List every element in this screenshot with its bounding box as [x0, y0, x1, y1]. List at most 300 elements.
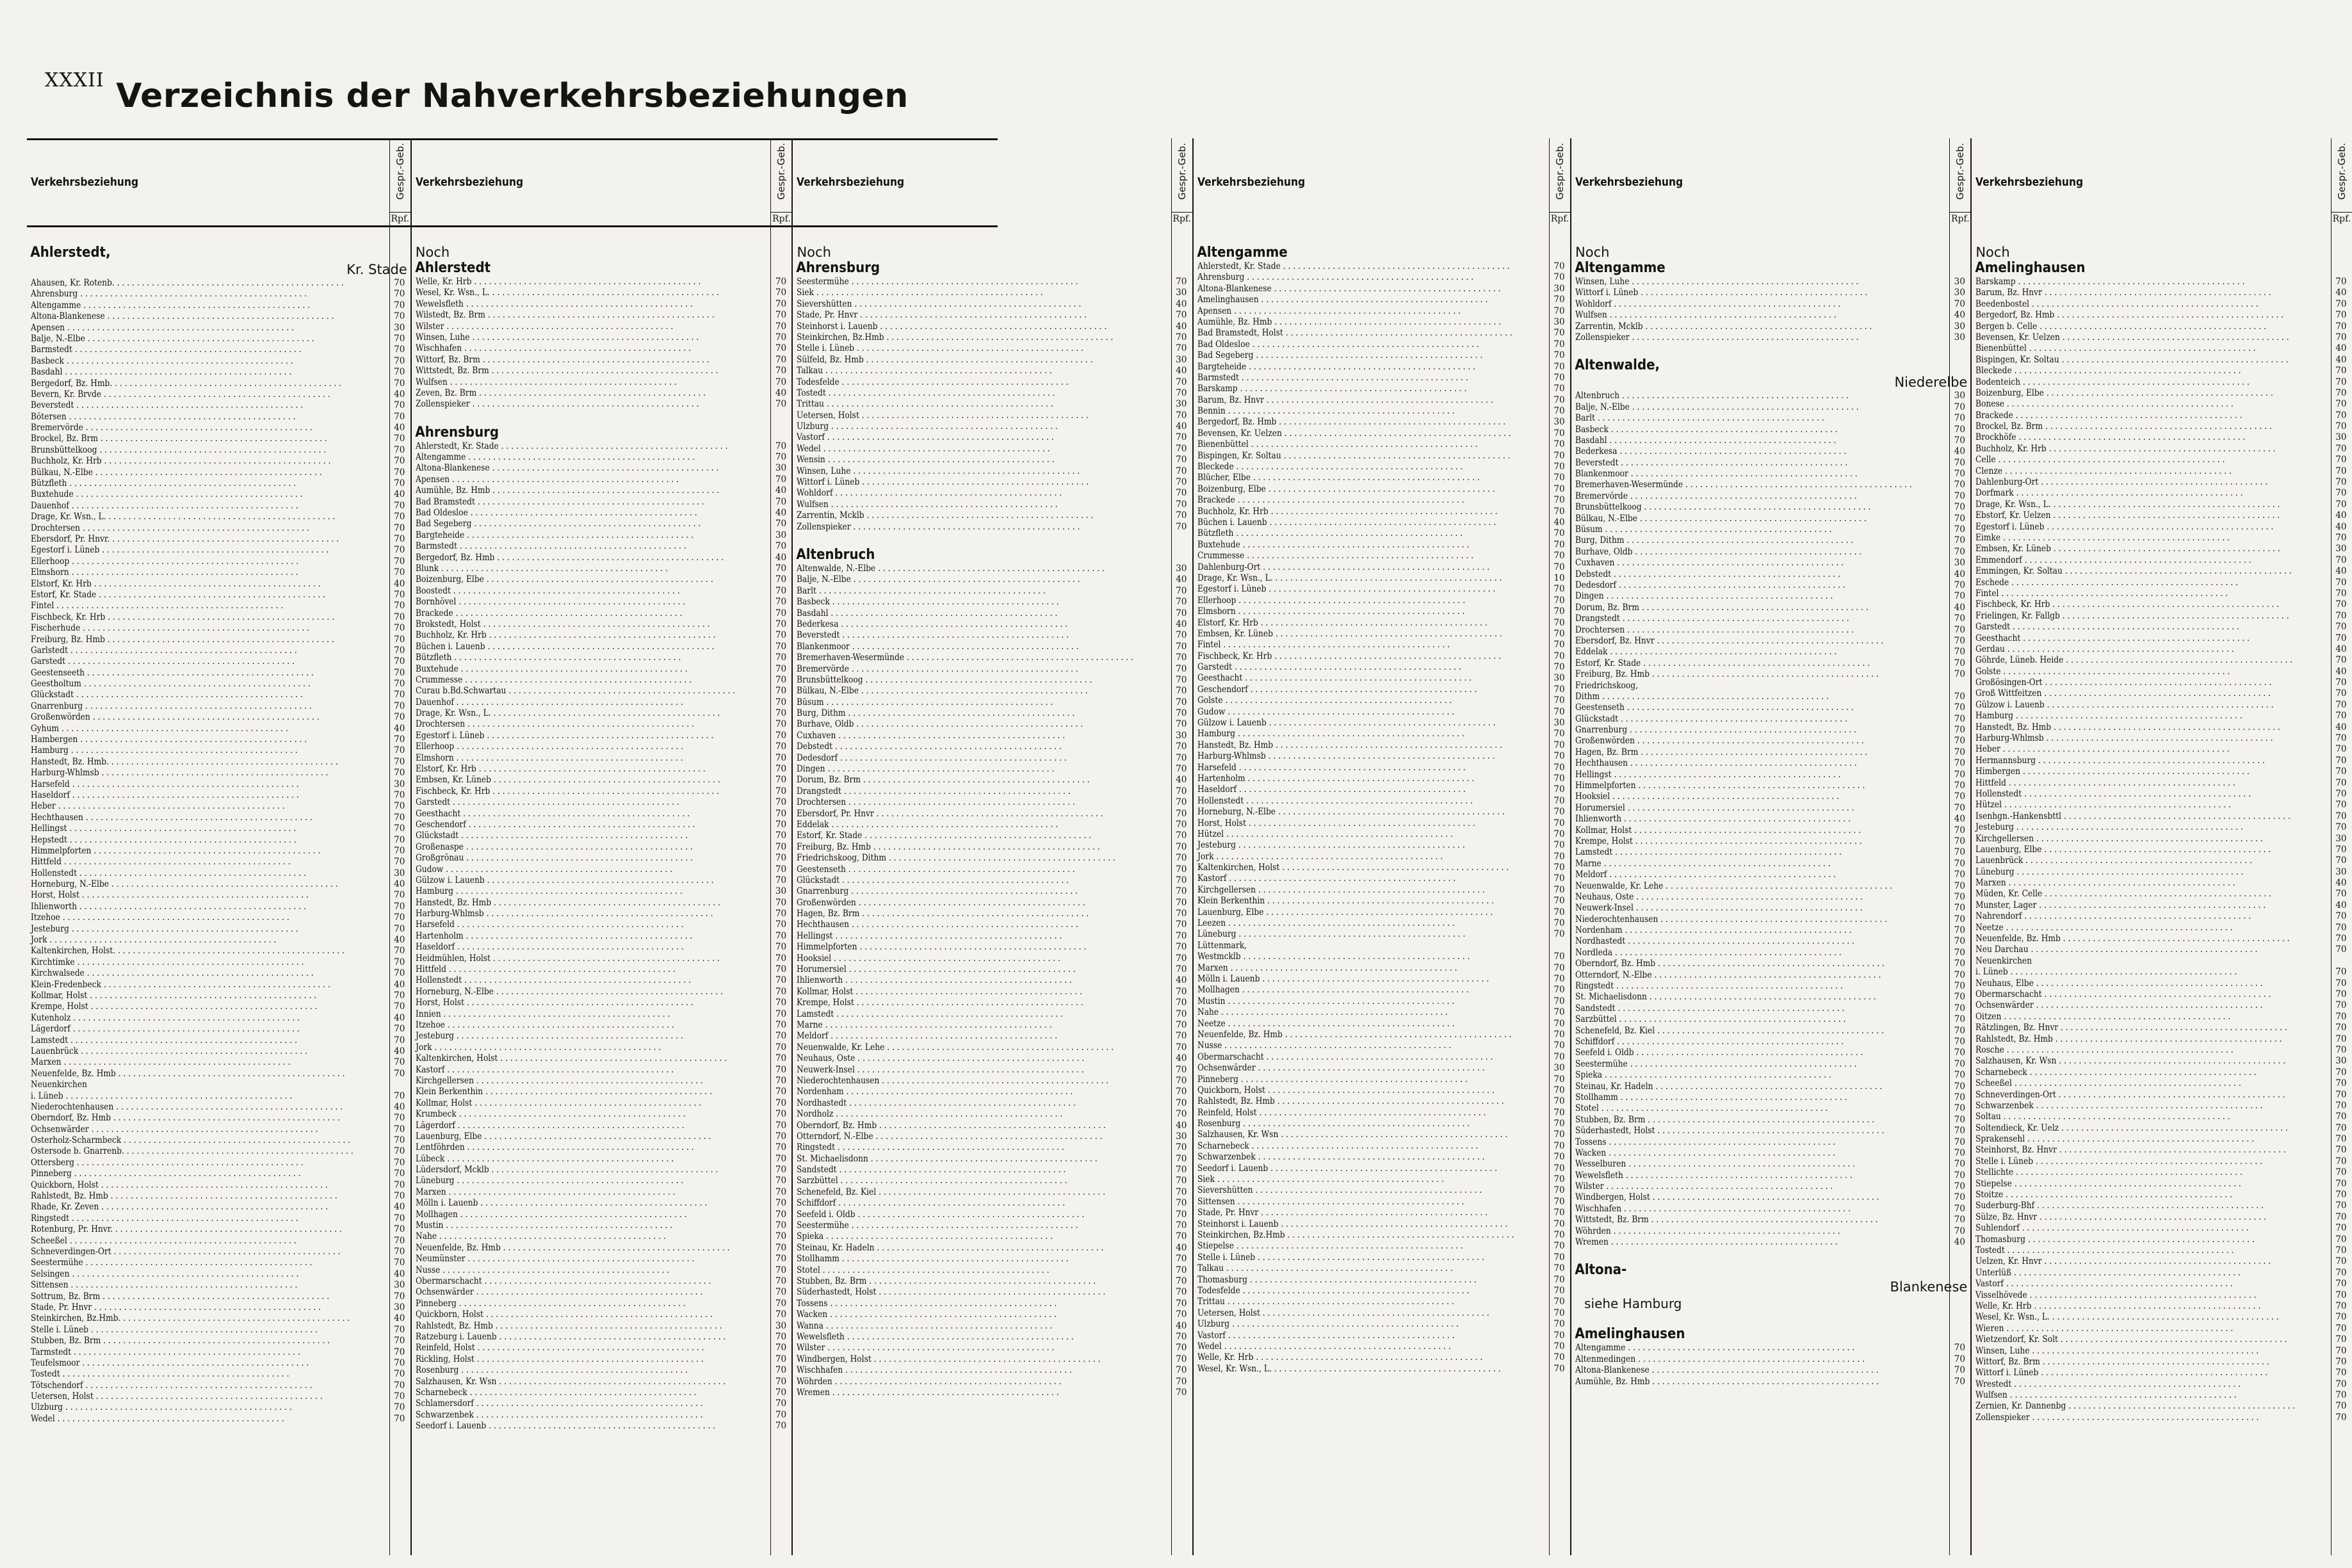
entry-name [1972, 622, 2331, 633]
entry-fee: 70 [394, 667, 405, 678]
list-item [793, 886, 1191, 897]
entry-fee: 70 [1176, 521, 1187, 532]
entry-fee: 70 [1553, 640, 1565, 651]
list-item [793, 1020, 1191, 1031]
list-item [27, 779, 410, 790]
list-item [1972, 867, 2351, 878]
list-item [1194, 350, 1569, 361]
list-item [793, 388, 1191, 399]
entry-name-text: Boizenburg, Elbe . . . [1975, 388, 2273, 399]
entry-name [27, 367, 389, 378]
entry-name [27, 1180, 389, 1191]
entry-name [1972, 978, 2331, 989]
entry-fee: 70 [1176, 830, 1187, 841]
entry-fee: 70 [394, 444, 405, 455]
continued-label: Noch [797, 245, 831, 260]
entry-name [1972, 923, 2331, 934]
entry-name-text: Stelle i. Lüneb . . . [31, 1325, 318, 1336]
entry-name [1972, 1234, 2331, 1245]
entry-name-text: Kutenholz . . . [31, 1013, 300, 1024]
list-item [412, 321, 791, 332]
entry-name-text: Ochsenwärder . . . [1975, 1000, 2262, 1011]
list-item [1972, 900, 2351, 911]
entry-name [27, 1202, 389, 1213]
entry-name [793, 1087, 1171, 1097]
entry-fee: 70 [2335, 755, 2347, 766]
entry-fee: 70 [2335, 1245, 2347, 1256]
entry-name [412, 864, 771, 875]
list-item [412, 652, 791, 663]
entry-name-text: Ostersode b. Gnarrenb. . . . [31, 1146, 353, 1157]
list-item [412, 1332, 791, 1343]
entry-name [1194, 540, 1549, 551]
entry-fee: 70 [1553, 828, 1565, 839]
list-item [1194, 918, 1569, 929]
entry-fee: 70 [1176, 986, 1187, 997]
list-item [1571, 1343, 1970, 1354]
entry-fee: 70 [1954, 658, 1965, 668]
list-item [793, 1354, 1191, 1365]
entry-name-text: Otterndorf, N.-Elbe . . . [1575, 970, 1881, 981]
list-item [1571, 1047, 1970, 1058]
entry-name [1194, 1019, 1549, 1030]
entry-name-text: Süderhastedt, Holst . . . [1575, 1126, 1884, 1136]
entry-name [1571, 881, 1949, 892]
entry-name [1571, 1081, 1949, 1092]
entry-name [27, 1257, 389, 1268]
list-item [1972, 1123, 2351, 1134]
entry-name [793, 797, 1171, 808]
entry-name [27, 901, 389, 912]
entry-name-text: Steinau, Kr. Hadeln . . . [797, 1243, 1103, 1254]
entry-name-text: Rahlstedt, Bz. Hmb . . . [1975, 1034, 2282, 1045]
list-item [1972, 667, 2351, 677]
list-item [1571, 1115, 1970, 1126]
directory-columns [27, 138, 2351, 1555]
entry-fee: 70 [775, 376, 787, 387]
list-item [412, 1009, 791, 1020]
entry-name [793, 1220, 1171, 1231]
entry-fee: 70 [1954, 891, 1965, 902]
entry-name-text: Wrestedt . . . [1975, 1379, 2241, 1390]
entry-fee: 70 [2335, 744, 2347, 755]
entry-fee: 70 [2335, 1356, 2347, 1367]
entry-name [1571, 958, 1949, 969]
entry-name-text: Beedenbostel . . . [1975, 299, 2259, 310]
entry-fee: 70 [2335, 1011, 2347, 1022]
entry-name-text: Neuenwalde, Kr. Lehe . . . [1575, 881, 1892, 892]
entry-name-text: Drochtersen . . . [31, 523, 309, 534]
list-item [793, 919, 1191, 930]
entry-fee: 40 [1176, 618, 1187, 629]
entry-name-text: Innien . . . [416, 1009, 670, 1020]
entry-name-text: Bornhövel . . . [416, 597, 685, 608]
entry-name [27, 924, 389, 935]
entry-name-text: Hechthausen . . . [1575, 758, 1857, 769]
entry-fee: 70 [1553, 261, 1565, 271]
list-item [1571, 1092, 1970, 1103]
list-item [1571, 1070, 1970, 1081]
entry-fee: 70 [1553, 695, 1565, 706]
entry-name [1194, 840, 1549, 851]
entry-fee: 70 [1553, 1107, 1565, 1118]
entry-fee: 70 [1176, 455, 1187, 465]
entry-fee: 70 [2335, 944, 2347, 955]
entry-name [793, 1065, 1171, 1076]
list-item [27, 634, 410, 645]
entry-name-text: Meldorf . . . [1575, 869, 1836, 880]
entry-name-text: Bötersen . . . [31, 412, 296, 423]
entry-name [1571, 814, 1949, 825]
entry-name [412, 764, 771, 775]
entry-name [793, 775, 1171, 786]
entry-name-text: Marxen . . . [1975, 878, 2235, 889]
entry-name [1972, 1279, 2331, 1289]
entry-name-text: Munster, Lager . . . [1975, 900, 2266, 911]
entry-name-text: Wesel, Kr. Wsn., L. . . . [416, 287, 719, 298]
entry-fee: 70 [775, 652, 787, 663]
entry-name [412, 1009, 771, 1020]
entry-fee: 70 [2335, 911, 2347, 922]
entry-name-text: Horneburg, N.-Elbe . . . [416, 987, 723, 998]
entry-fee: 70 [1954, 1192, 1965, 1203]
entry-fee: 70 [394, 567, 405, 578]
entry-name-text: Wittorf i. Lüneb . . . [1975, 1368, 2267, 1378]
entry-name-text: Ahlerstedt, Kr. Stade . . . [1197, 261, 1510, 272]
entry-fee: 70 [1553, 1163, 1565, 1174]
entry-name-text: Marxen . . . [1197, 963, 1457, 974]
list-item [1194, 551, 1569, 562]
list-item [1972, 1234, 2351, 1245]
list-item [412, 1220, 791, 1231]
entry-name-text: Dingen . . . [797, 764, 1054, 775]
list-item [1571, 725, 1970, 736]
list-item [1972, 733, 2351, 744]
entry-fee: 70 [775, 574, 787, 585]
list-item [793, 432, 1191, 443]
list-item [412, 1287, 791, 1298]
list-item [1194, 272, 1569, 283]
entry-name-text: Hittfeld . . . [31, 857, 291, 868]
entry-name-text: Tostedt . . . [797, 388, 1055, 399]
entry-fee: 70 [1553, 751, 1565, 762]
entry-name-text: Kastorf . . . [1197, 873, 1456, 884]
entry-fee: 70 [775, 841, 787, 852]
entry-name-text: Hellingst . . . [1575, 770, 1840, 780]
entry-name [1194, 951, 1549, 962]
entry-name-text: Bonese . . . [1975, 399, 2234, 410]
list-item [1972, 766, 2351, 777]
entry-name-text: Dorfmark . . . [1975, 488, 2243, 499]
entry-name [1194, 974, 1549, 985]
entry-fee: 70 [2335, 1111, 2347, 1122]
list-item [1972, 533, 2351, 544]
list-item [1194, 573, 1569, 584]
entry-name [412, 1321, 771, 1332]
entry-name-text: Seefeld i. Oldb . . . [797, 1209, 1084, 1220]
entry-fee: 70 [775, 1075, 787, 1086]
entry-name [27, 1001, 389, 1012]
entry-name-text: Ihlienworth . . . [797, 975, 1072, 986]
entry-fee: 70 [394, 834, 405, 845]
entry-name-text: Wulfsen . . . [1975, 1390, 2237, 1401]
entry-name-text: Gudow . . . [1197, 707, 1454, 718]
entry-name [1972, 566, 2331, 577]
entry-fee: 70 [1176, 686, 1187, 697]
entry-name-text: Barskamp . . . [1197, 384, 1466, 394]
entry-fee: 70 [775, 998, 787, 1008]
list-item [1972, 711, 2351, 722]
entry-name-text: Rickling, Holst . . . [416, 1354, 704, 1365]
entry-name-text: Bad Oldesloe . . . [416, 508, 697, 519]
entry-name [412, 1031, 771, 1042]
list-item [412, 1020, 791, 1031]
entry-fee: 70 [775, 1042, 787, 1053]
entry-name-text: Dorum, Bz. Brm . . . [1575, 602, 1869, 613]
entry-name-text: Lüneburg . . . [416, 1176, 683, 1186]
list-item [27, 1291, 410, 1302]
entry-fee: 70 [394, 1391, 405, 1402]
entry-name [1194, 718, 1549, 729]
entry-fee: 30 [394, 1280, 405, 1291]
entry-name-text: Bargteheide . . . [416, 530, 693, 541]
entry-fee: 70 [775, 1053, 787, 1064]
entry-fee: 70 [394, 1124, 405, 1135]
entry-fee: 70 [1176, 719, 1187, 730]
list-item [793, 775, 1191, 786]
list-item [1571, 636, 1970, 647]
list-item [1972, 444, 2351, 455]
list-item [1194, 1286, 1569, 1297]
entry-name [412, 1354, 771, 1365]
continued-label: Noch [1975, 245, 2010, 260]
column-header [1194, 138, 1549, 225]
entry-name [27, 1347, 389, 1358]
entry-name-text: Kaltenkirchen, Holst. . . . [31, 946, 345, 957]
entry-name-text: Ratzeburg i. Lauenb . . . [416, 1332, 726, 1343]
entry-name-text: Harsefeld . . . [1197, 763, 1466, 773]
entry-fee: 70 [1176, 1075, 1187, 1086]
entry-name [412, 642, 771, 652]
entry-fee: 40 [394, 935, 405, 946]
entry-name-text: Gerdau . . . [1975, 644, 2234, 655]
entry-name [1972, 733, 2331, 744]
entry-fee: 70 [2335, 699, 2347, 710]
entry-name [27, 378, 389, 389]
entry-name-text: Horst, Holst . . . [1197, 818, 1475, 829]
entry-name-text: Blankenmoor . . . [797, 642, 1079, 652]
list-item [27, 980, 410, 990]
entry-name-text: Rotenburg, Pr. Hnvr. . . . [31, 1224, 342, 1235]
list-item [1571, 1081, 1970, 1092]
list-item [1194, 1297, 1569, 1307]
entry-fee: 70 [394, 857, 405, 868]
entry-name [793, 1254, 1171, 1265]
column-entries [27, 225, 410, 1425]
entry-fee: 70 [1176, 897, 1187, 908]
entry-fee: 70 [775, 541, 787, 552]
entry-fee: 70 [2335, 633, 2347, 643]
entry-name-text: Jork . . . [1197, 852, 1443, 862]
list-item [1194, 1163, 1569, 1174]
entry-name [793, 708, 1171, 719]
entry-name-text: Hittfeld . . . [1975, 778, 2235, 789]
entry-name [412, 708, 771, 719]
entry-fee: 30 [775, 1320, 787, 1331]
list-item [793, 686, 1191, 697]
entry-fee: 70 [775, 563, 787, 574]
entry-name-text: Egestorf i. Lüneb . . . [1975, 522, 2273, 533]
entry-name-text: Brunsbüttelkoog . . . [797, 675, 1092, 686]
entry-name-text: Schwarzenbek . . . [1975, 1101, 2263, 1111]
entry-name-text: Steinhorst i. Lauenb . . . [797, 321, 1107, 332]
fee-unit-label: Rpf. [1950, 212, 1970, 224]
entry-name [1571, 591, 1949, 602]
entry-fee: 70 [1553, 651, 1565, 661]
entry-name [1194, 1352, 1549, 1363]
list-item [27, 556, 410, 567]
entry-name [1972, 332, 2331, 343]
entry-fee: 70 [394, 823, 405, 834]
list-item [1194, 439, 1569, 450]
entry-name-text: Schiffdorf . . . [797, 1198, 1065, 1209]
list-item [27, 857, 410, 868]
entry-name-text: Ihlienworth . . . [31, 901, 306, 912]
entry-fee: 70 [1176, 1020, 1187, 1030]
entry-name-text: Drochtersen . . . [797, 797, 1075, 808]
entry-fee: 70 [1553, 918, 1565, 929]
entry-name [793, 942, 1171, 953]
entry-name-text: Ellerhoop . . . [31, 556, 298, 567]
entry-name-text: Hollenstedt . . . [1975, 789, 2251, 800]
entry-name [1972, 599, 2331, 610]
list-item [793, 741, 1191, 752]
entry-name-text: Lauenbrück . . . [1975, 855, 2252, 866]
list-item [1571, 569, 1970, 580]
entry-fee: 70 [1553, 862, 1565, 873]
entry-name-text: Wilster . . . [797, 1343, 1054, 1354]
entry-name-text: Ringstedt . . . [797, 1142, 1064, 1153]
entry-name [412, 1053, 771, 1064]
entry-name [412, 1231, 771, 1242]
list-item [1571, 1014, 1970, 1025]
entry-name [1571, 287, 1949, 298]
entry-fee: 70 [394, 1146, 405, 1157]
entry-fee: 70 [394, 1179, 405, 1190]
entry-name [793, 664, 1171, 675]
list-item [1194, 885, 1569, 896]
entry-name [27, 1280, 389, 1291]
list-item [793, 797, 1191, 808]
entry-name [412, 508, 771, 519]
list-item [412, 964, 791, 975]
entry-fee: 70 [1176, 752, 1187, 763]
list-item [27, 356, 410, 367]
entry-name [1571, 547, 1949, 558]
entry-fee: 70 [394, 1346, 405, 1357]
entry-name-text: Ellerhoop . . . [416, 741, 683, 752]
entry-name [27, 1035, 389, 1046]
entry-name-text: Geestenseth . . . [797, 864, 1075, 875]
list-item [412, 388, 791, 399]
entry-fee: 70 [775, 618, 787, 629]
list-item [1571, 714, 1970, 725]
entry-name [793, 410, 1171, 421]
entry-name [1972, 1245, 2331, 1256]
entry-name-text: Wohldorf . . . [797, 488, 1062, 499]
entry-fee: 30 [2335, 1056, 2347, 1067]
list-item [412, 898, 791, 909]
entry-name [1972, 1268, 2331, 1279]
entry-fee: 40 [1176, 775, 1187, 786]
entry-name-text: Himmelpforten . . . [31, 846, 320, 857]
entry-fee: 70 [2335, 1156, 2347, 1167]
entry-fee: 70 [775, 663, 787, 674]
entry-name [412, 497, 771, 508]
entry-fee: 70 [2335, 1345, 2347, 1356]
list-item [412, 366, 791, 376]
entry-name-text: Sülze, Bz. Hnvr . . . [1975, 1212, 2266, 1223]
entry-fee: 70 [2335, 655, 2347, 666]
entry-name-text: Bremervörde . . . [31, 423, 312, 433]
entry-fee: 70 [394, 656, 405, 667]
entry-name [1972, 1323, 2331, 1334]
list-item [1194, 1040, 1569, 1051]
entry-name-text: Barlt . . . [797, 586, 1046, 597]
list-item [793, 1332, 1191, 1343]
entry-name-text: Wacken . . . [797, 1309, 1057, 1320]
entry-name-text: Harsefeld . . . [416, 919, 684, 930]
entry-fee: 70 [1954, 969, 1965, 980]
entry-fee: 70 [394, 1113, 405, 1124]
entry-name-text: Cuxhaven . . . [1575, 558, 1844, 569]
entry-name-text: Lübeck . . . [416, 1154, 674, 1165]
entry-name [1571, 1037, 1949, 1047]
entry-fee: 70 [1176, 608, 1187, 618]
list-item [412, 1321, 791, 1332]
list-item [793, 820, 1191, 830]
entry-name [1194, 606, 1549, 617]
entry-name [27, 645, 389, 656]
entry-fee: 30 [1176, 1131, 1187, 1142]
entry-name-text: Hützel . . . [1197, 829, 1453, 840]
entry-name [1194, 284, 1549, 295]
list-item [412, 697, 791, 708]
entry-fee: 70 [775, 853, 787, 864]
entry-name-text: Hamburg . . . [1197, 729, 1464, 740]
entry-name-text: Teufelsmoor . . . [31, 1358, 309, 1369]
entry-name-text: Großenwörden . . . [797, 898, 1085, 909]
list-item [412, 731, 791, 741]
entry-name-text: Winsen, Luhe . . . [1575, 277, 1858, 287]
column-2 [410, 138, 792, 1555]
entry-fee: 70 [1553, 606, 1565, 617]
entry-fee: 70 [775, 1153, 787, 1164]
entry-fee: 70 [1553, 551, 1565, 562]
entry-name-text: Beverstedt . . . [1575, 458, 1847, 469]
entry-fee: 70 [394, 1213, 405, 1224]
list-item [1571, 424, 1970, 435]
entry-name [1571, 1059, 1949, 1070]
list-item [793, 287, 1191, 298]
entry-name [1571, 458, 1949, 469]
entry-name-text: Schenefeld, Bz. Kiel . . . [797, 1187, 1105, 1198]
entry-name-text: Brackede . . . [416, 608, 683, 619]
entry-name-text: Oberndorf, Bz. Hmb . . . [797, 1120, 1106, 1131]
entry-fee: 30 [2335, 432, 2347, 443]
entry-name [1972, 1346, 2331, 1357]
list-item [412, 1377, 791, 1387]
